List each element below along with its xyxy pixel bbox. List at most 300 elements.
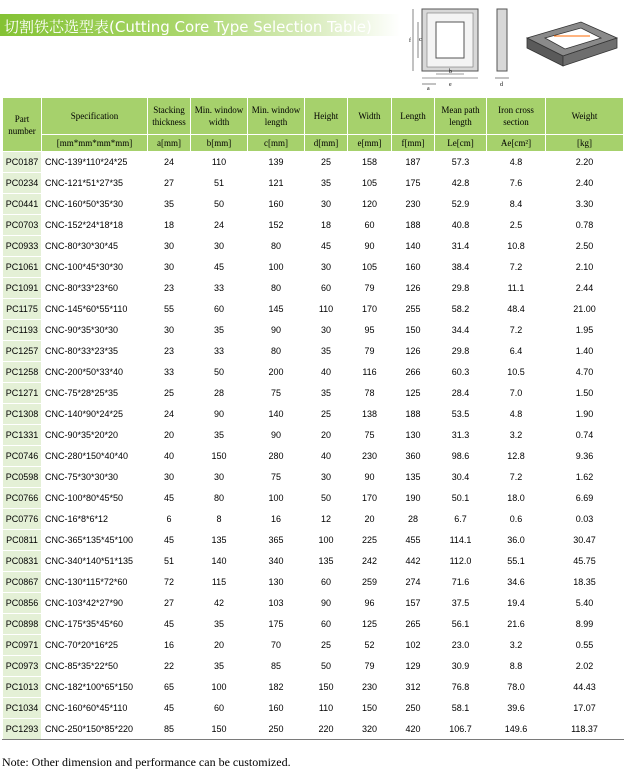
table-row [3, 215, 624, 236]
value-cell: 8.99 [546, 614, 624, 635]
specification-cell: CNC-80*33*23*60 [42, 278, 148, 299]
part-number-cell: PC0856 [3, 593, 42, 614]
value-cell: 157 [392, 593, 435, 614]
part-number-cell: PC0898 [3, 614, 42, 635]
value-cell: 259 [348, 572, 392, 593]
table-row [3, 320, 624, 341]
value-cell: 29.8 [435, 341, 487, 362]
title-banner [0, 14, 400, 36]
value-cell: 175 [392, 173, 435, 194]
value-cell: 60 [348, 215, 392, 236]
table-row [3, 236, 624, 257]
value-cell: 3.2 [487, 425, 546, 446]
value-cell: 40 [148, 446, 191, 467]
value-cell: 187 [392, 152, 435, 173]
value-cell: 90 [348, 236, 392, 257]
part-number-cell: PC1061 [3, 257, 42, 278]
value-cell: 118.37 [546, 719, 624, 740]
value-cell: 24 [191, 215, 248, 236]
value-cell: 35 [148, 194, 191, 215]
value-cell: 100 [191, 677, 248, 698]
value-cell: 80 [248, 278, 305, 299]
value-cell: 340 [248, 551, 305, 572]
value-cell: 76.8 [435, 677, 487, 698]
value-cell: 170 [348, 299, 392, 320]
value-cell: 135 [392, 467, 435, 488]
value-cell: 0.55 [546, 635, 624, 656]
table-row [3, 299, 624, 320]
specification-cell: CNC-121*51*27*35 [42, 173, 148, 194]
value-cell: 22 [148, 656, 191, 677]
value-cell: 31.4 [435, 236, 487, 257]
value-cell: 265 [392, 614, 435, 635]
table-row [3, 656, 624, 677]
part-number-cell: PC1308 [3, 404, 42, 425]
value-cell: 112.0 [435, 551, 487, 572]
value-cell: 12 [305, 509, 348, 530]
value-cell: 7.2 [487, 467, 546, 488]
value-cell: 28 [191, 383, 248, 404]
value-cell: 18.0 [487, 488, 546, 509]
column-unit: e[mm] [348, 135, 392, 152]
value-cell: 6.69 [546, 488, 624, 509]
value-cell: 1.40 [546, 341, 624, 362]
value-cell: 79 [348, 278, 392, 299]
value-cell: 129 [392, 656, 435, 677]
value-cell: 33 [191, 341, 248, 362]
value-cell: 90 [305, 593, 348, 614]
value-cell: 10.5 [487, 362, 546, 383]
value-cell: 139 [248, 152, 305, 173]
value-cell: 23 [148, 278, 191, 299]
value-cell: 105 [348, 257, 392, 278]
value-cell: 75 [348, 425, 392, 446]
value-cell: 18.35 [546, 572, 624, 593]
value-cell: 158 [348, 152, 392, 173]
specification-cell: CNC-16*8*6*12 [42, 509, 148, 530]
part-number-cell: PC0933 [3, 236, 42, 257]
part-number-cell: PC1258 [3, 362, 42, 383]
value-cell: 420 [392, 719, 435, 740]
diagram-label-d: d [500, 82, 503, 88]
value-cell: 130 [248, 572, 305, 593]
value-cell: 115 [191, 572, 248, 593]
value-cell: 19.4 [487, 593, 546, 614]
specification-cell: CNC-100*80*45*50 [42, 488, 148, 509]
value-cell: 125 [392, 383, 435, 404]
value-cell: 8.8 [487, 656, 546, 677]
specification-cell: CNC-70*20*16*25 [42, 635, 148, 656]
value-cell: 58.1 [435, 698, 487, 719]
value-cell: 274 [392, 572, 435, 593]
diagram-label-e: e [449, 82, 452, 88]
column-header: Width [348, 98, 392, 135]
value-cell: 30.4 [435, 467, 487, 488]
value-cell: 2.40 [546, 173, 624, 194]
specification-cell: CNC-250*150*85*220 [42, 719, 148, 740]
specification-cell: CNC-75*30*30*30 [42, 467, 148, 488]
table-row [3, 488, 624, 509]
table-row [3, 614, 624, 635]
value-cell: 30 [191, 236, 248, 257]
value-cell: 23.0 [435, 635, 487, 656]
value-cell: 35 [305, 341, 348, 362]
value-cell: 40 [305, 446, 348, 467]
part-number-cell: PC0441 [3, 194, 42, 215]
value-cell: 75 [248, 467, 305, 488]
value-cell: 50 [305, 488, 348, 509]
value-cell: 150 [392, 320, 435, 341]
value-cell: 45 [148, 698, 191, 719]
part-number-cell: PC1175 [3, 299, 42, 320]
value-cell: 85 [248, 656, 305, 677]
part-number-cell: PC1193 [3, 320, 42, 341]
column-unit: f[mm] [392, 135, 435, 152]
value-cell: 135 [191, 530, 248, 551]
value-cell: 16 [148, 635, 191, 656]
value-cell: 25 [305, 152, 348, 173]
value-cell: 230 [348, 446, 392, 467]
value-cell: 33 [148, 362, 191, 383]
value-cell: 175 [248, 614, 305, 635]
specification-cell: CNC-85*35*22*50 [42, 656, 148, 677]
value-cell: 116 [348, 362, 392, 383]
specification-cell: CNC-200*50*33*40 [42, 362, 148, 383]
value-cell: 38.4 [435, 257, 487, 278]
column-unit: [mm*mm*mm*mm] [42, 135, 148, 152]
value-cell: 266 [392, 362, 435, 383]
value-cell: 160 [248, 698, 305, 719]
value-cell: 60 [305, 278, 348, 299]
table-row [3, 593, 624, 614]
value-cell: 30 [305, 320, 348, 341]
table-row [3, 446, 624, 467]
value-cell: 72 [148, 572, 191, 593]
value-cell: 45 [148, 488, 191, 509]
value-cell: 90 [248, 425, 305, 446]
value-cell: 52 [348, 635, 392, 656]
value-cell: 50 [191, 194, 248, 215]
value-cell: 85 [148, 719, 191, 740]
value-cell: 56.1 [435, 614, 487, 635]
value-cell: 30 [148, 257, 191, 278]
value-cell: 6 [148, 509, 191, 530]
core-3d-diagram [527, 22, 617, 66]
part-number-cell: PC1257 [3, 341, 42, 362]
value-cell: 152 [248, 215, 305, 236]
specification-cell: CNC-160*60*45*110 [42, 698, 148, 719]
page-title: 切割铁芯选型表(Cutting Core Type Selection Table) [4, 18, 372, 36]
table-body [3, 152, 624, 740]
value-cell: 150 [191, 446, 248, 467]
value-cell: 188 [392, 404, 435, 425]
value-cell: 30 [305, 467, 348, 488]
value-cell: 45.75 [546, 551, 624, 572]
value-cell: 312 [392, 677, 435, 698]
value-cell: 35 [191, 425, 248, 446]
value-cell: 103 [248, 593, 305, 614]
diagram-label-f: f [409, 38, 411, 44]
footnote: Note: Other dimension and performance can be customized. [2, 755, 291, 769]
table-row [3, 635, 624, 656]
value-cell: 105 [348, 173, 392, 194]
value-cell: 255 [392, 299, 435, 320]
value-cell: 35 [191, 320, 248, 341]
value-cell: 48.4 [487, 299, 546, 320]
value-cell: 55 [148, 299, 191, 320]
table-row [3, 698, 624, 719]
value-cell: 71.6 [435, 572, 487, 593]
value-cell: 40 [305, 362, 348, 383]
value-cell: 10.8 [487, 236, 546, 257]
part-number-cell: PC0766 [3, 488, 42, 509]
column-unit: d[mm] [305, 135, 348, 152]
value-cell: 60.3 [435, 362, 487, 383]
core-diagrams [405, 0, 625, 92]
value-cell: 250 [248, 719, 305, 740]
value-cell: 79 [348, 341, 392, 362]
column-header: Length [392, 98, 435, 135]
column-unit: b[mm] [191, 135, 248, 152]
value-cell: 50.1 [435, 488, 487, 509]
specification-cell: CNC-175*35*45*60 [42, 614, 148, 635]
table-row [3, 383, 624, 404]
value-cell: 44.43 [546, 677, 624, 698]
specification-cell: CNC-130*115*72*60 [42, 572, 148, 593]
value-cell: 18 [148, 215, 191, 236]
table-row [3, 467, 624, 488]
value-cell: 25 [305, 404, 348, 425]
column-header: Height [305, 98, 348, 135]
table-row [3, 257, 624, 278]
value-cell: 160 [392, 257, 435, 278]
value-cell: 50 [305, 656, 348, 677]
value-cell: 1.90 [546, 404, 624, 425]
value-cell: 39.6 [487, 698, 546, 719]
table-row [3, 719, 624, 740]
value-cell: 35 [305, 173, 348, 194]
value-cell: 23 [148, 341, 191, 362]
column-unit: [kg] [546, 135, 624, 152]
table-row [3, 362, 624, 383]
column-header: Stacking thickness [148, 98, 191, 135]
value-cell: 7.2 [487, 257, 546, 278]
value-cell: 53.5 [435, 404, 487, 425]
value-cell: 135 [305, 551, 348, 572]
value-cell: 2.50 [546, 236, 624, 257]
column-header: Iron cross section [487, 98, 546, 135]
part-number-cell: PC0187 [3, 152, 42, 173]
value-cell: 98.6 [435, 446, 487, 467]
value-cell: 57.3 [435, 152, 487, 173]
value-cell: 230 [348, 677, 392, 698]
value-cell: 121 [248, 173, 305, 194]
table-row [3, 677, 624, 698]
column-header: Min. window length [248, 98, 305, 135]
value-cell: 1.62 [546, 467, 624, 488]
value-cell: 1.95 [546, 320, 624, 341]
value-cell: 7.2 [487, 320, 546, 341]
value-cell: 36.0 [487, 530, 546, 551]
table-row [3, 425, 624, 446]
specification-cell: CNC-80*30*30*45 [42, 236, 148, 257]
value-cell: 250 [392, 698, 435, 719]
specification-cell: CNC-182*100*65*150 [42, 677, 148, 698]
value-cell: 75 [248, 383, 305, 404]
value-cell: 230 [392, 194, 435, 215]
front-view-diagram [409, 9, 478, 92]
value-cell: 225 [348, 530, 392, 551]
specification-cell: CNC-139*110*24*25 [42, 152, 148, 173]
column-header: Specification [42, 98, 148, 135]
part-number-cell: PC1293 [3, 719, 42, 740]
value-cell: 360 [392, 446, 435, 467]
diagram-label-a: a [427, 86, 430, 92]
value-cell: 42 [191, 593, 248, 614]
part-number-cell: PC0867 [3, 572, 42, 593]
value-cell: 79 [348, 656, 392, 677]
part-number-cell: PC0971 [3, 635, 42, 656]
part-number-cell: PC1331 [3, 425, 42, 446]
value-cell: 182 [248, 677, 305, 698]
value-cell: 11.1 [487, 278, 546, 299]
specification-cell: CNC-103*42*27*90 [42, 593, 148, 614]
value-cell: 60 [191, 299, 248, 320]
value-cell: 242 [348, 551, 392, 572]
table-row [3, 278, 624, 299]
value-cell: 25 [148, 383, 191, 404]
column-header: Min. window width [191, 98, 248, 135]
value-cell: 51 [148, 551, 191, 572]
value-cell: 455 [392, 530, 435, 551]
value-cell: 12.8 [487, 446, 546, 467]
value-cell: 188 [392, 215, 435, 236]
value-cell: 110 [305, 299, 348, 320]
value-cell: 96 [348, 593, 392, 614]
table-row [3, 572, 624, 593]
value-cell: 58.2 [435, 299, 487, 320]
value-cell: 6.7 [435, 509, 487, 530]
table-row [3, 194, 624, 215]
value-cell: 20 [348, 509, 392, 530]
value-cell: 150 [305, 677, 348, 698]
value-cell: 30.9 [435, 656, 487, 677]
column-header: Part number [3, 98, 42, 152]
column-unit: Le[cm] [435, 135, 487, 152]
value-cell: 30 [191, 467, 248, 488]
part-number-cell: PC1271 [3, 383, 42, 404]
part-number-cell: PC0776 [3, 509, 42, 530]
part-number-cell: PC0746 [3, 446, 42, 467]
value-cell: 24 [148, 404, 191, 425]
value-cell: 160 [248, 194, 305, 215]
value-cell: 45 [305, 236, 348, 257]
value-cell: 18 [305, 215, 348, 236]
value-cell: 200 [248, 362, 305, 383]
value-cell: 4.70 [546, 362, 624, 383]
value-cell: 280 [248, 446, 305, 467]
value-cell: 34.4 [435, 320, 487, 341]
value-cell: 30 [305, 194, 348, 215]
value-cell: 95 [348, 320, 392, 341]
value-cell: 140 [392, 236, 435, 257]
specification-cell: CNC-90*35*20*20 [42, 425, 148, 446]
part-number-cell: PC1013 [3, 677, 42, 698]
value-cell: 24 [148, 152, 191, 173]
value-cell: 78 [348, 383, 392, 404]
column-header: Mean path length [435, 98, 487, 135]
value-cell: 30 [305, 257, 348, 278]
value-cell: 45 [148, 614, 191, 635]
value-cell: 30 [148, 236, 191, 257]
value-cell: 7.6 [487, 173, 546, 194]
value-cell: 145 [248, 299, 305, 320]
value-cell: 80 [248, 341, 305, 362]
value-cell: 4.8 [487, 152, 546, 173]
value-cell: 0.74 [546, 425, 624, 446]
value-cell: 34.6 [487, 572, 546, 593]
specification-cell: CNC-160*50*35*30 [42, 194, 148, 215]
value-cell: 100 [248, 488, 305, 509]
value-cell: 50 [191, 362, 248, 383]
part-number-cell: PC1091 [3, 278, 42, 299]
value-cell: 30 [148, 467, 191, 488]
value-cell: 149.6 [487, 719, 546, 740]
value-cell: 2.10 [546, 257, 624, 278]
value-cell: 52.9 [435, 194, 487, 215]
table-row [3, 530, 624, 551]
value-cell: 16 [248, 509, 305, 530]
value-cell: 65 [148, 677, 191, 698]
value-cell: 45 [148, 530, 191, 551]
value-cell: 21.00 [546, 299, 624, 320]
value-cell: 2.44 [546, 278, 624, 299]
value-cell: 42.8 [435, 173, 487, 194]
value-cell: 220 [305, 719, 348, 740]
value-cell: 27 [148, 593, 191, 614]
value-cell: 90 [348, 467, 392, 488]
table-row [3, 173, 624, 194]
value-cell: 80 [191, 488, 248, 509]
value-cell: 78.0 [487, 677, 546, 698]
value-cell: 29.8 [435, 278, 487, 299]
table-header [3, 98, 624, 152]
specification-cell: CNC-140*90*24*25 [42, 404, 148, 425]
value-cell: 17.07 [546, 698, 624, 719]
value-cell: 150 [191, 719, 248, 740]
value-cell: 6.4 [487, 341, 546, 362]
specification-cell: CNC-280*150*40*40 [42, 446, 148, 467]
value-cell: 140 [248, 404, 305, 425]
value-cell: 3.2 [487, 635, 546, 656]
specification-cell: CNC-365*135*45*100 [42, 530, 148, 551]
column-unit: Ae[cm²] [487, 135, 546, 152]
value-cell: 170 [348, 488, 392, 509]
value-cell: 27 [148, 173, 191, 194]
part-number-cell: PC0703 [3, 215, 42, 236]
value-cell: 130 [392, 425, 435, 446]
value-cell: 0.6 [487, 509, 546, 530]
value-cell: 150 [348, 698, 392, 719]
specification-cell: CNC-145*60*55*110 [42, 299, 148, 320]
cutting-core-table [2, 97, 624, 740]
value-cell: 126 [392, 341, 435, 362]
value-cell: 125 [348, 614, 392, 635]
value-cell: 51 [191, 173, 248, 194]
value-cell: 35 [191, 656, 248, 677]
value-cell: 2.5 [487, 215, 546, 236]
value-cell: 45 [191, 257, 248, 278]
